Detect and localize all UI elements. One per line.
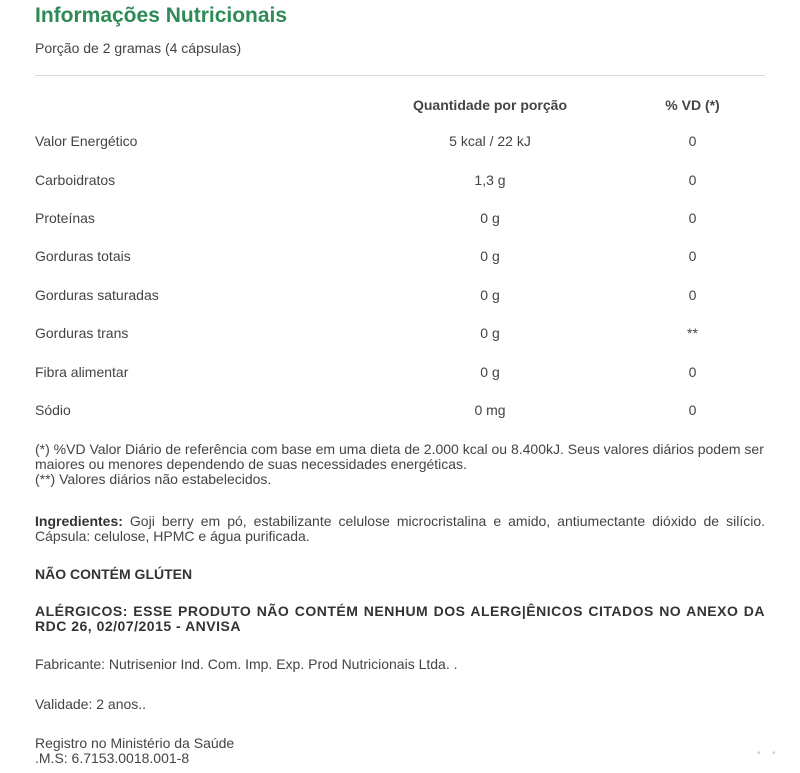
divider bbox=[35, 75, 765, 76]
manufacturer-info: Fabricante: Nutrisenior Ind. Com. Imp. Exp. Prod Nutricionais Ltda. . bbox=[35, 656, 458, 672]
table-row bbox=[35, 314, 765, 352]
nutrient-quantity: 1,3 g bbox=[474, 171, 506, 188]
nutrient-quantity: 0 g bbox=[480, 248, 500, 265]
nutrient-daily-value: ** bbox=[687, 325, 698, 342]
nutrient-daily-value: 0 bbox=[688, 286, 697, 303]
nutrient-daily-value: 0 bbox=[688, 363, 697, 380]
table-row bbox=[35, 391, 765, 429]
nutrition-table bbox=[35, 88, 765, 429]
nutrient-quantity: 0 g bbox=[480, 363, 500, 380]
registry-info bbox=[35, 736, 765, 766]
footnote-daily-value: (*) %VD Valor Diário de referência com base em uma dieta de 2.000 kcal ou 8.400kJ. Seus valores diários podem ser maiores ou menores dependendo de suas necessidades energéticas. bbox=[35, 441, 764, 472]
nutrient-name: Valor Energético bbox=[35, 133, 138, 150]
nutrient-name: Gorduras trans bbox=[35, 325, 129, 342]
registry-label: Registro no Ministério da Saúde bbox=[35, 735, 235, 751]
column-header-quantity: Quantidade por porção bbox=[412, 97, 567, 113]
table-row bbox=[35, 352, 765, 390]
nutrient-name: Carboidratos bbox=[35, 171, 116, 188]
decorative-dot: • bbox=[772, 748, 776, 759]
nutrient-name: Gorduras totais bbox=[35, 248, 131, 265]
gluten-notice: NÃO CONTÉM GLÚTEN bbox=[35, 566, 193, 582]
nutrient-name: Proteínas bbox=[35, 209, 95, 226]
nutrient-quantity: 0 mg bbox=[474, 401, 506, 418]
table-row bbox=[35, 122, 765, 160]
nutrient-quantity: 0 g bbox=[480, 209, 500, 226]
nutrient-name: Fibra alimentar bbox=[35, 363, 129, 380]
table-row bbox=[35, 276, 765, 314]
validity-info: Validade: 2 anos.. bbox=[35, 696, 147, 712]
nutrient-name: Gorduras saturadas bbox=[35, 286, 159, 303]
nutrient-daily-value: 0 bbox=[688, 401, 697, 418]
nutrient-name: Sódio bbox=[35, 401, 71, 418]
footnotes bbox=[35, 442, 765, 487]
nutrient-quantity: 0 g bbox=[480, 286, 500, 303]
ingredients-section bbox=[35, 514, 765, 544]
table-header-row bbox=[35, 88, 765, 122]
column-header-daily-value: % VD (*) bbox=[665, 97, 720, 113]
nutrient-quantity: 0 g bbox=[480, 325, 500, 342]
registry-number: .M.S: 6.7153.0018.001-8 bbox=[35, 750, 190, 766]
table-row bbox=[35, 160, 765, 198]
allergen-notice: ALÉRGICOS: ESSE PRODUTO NÃO CONTÉM NENHUM DOS ALERG|ÊNICOS CITADOS NO ANEXO DA RDC 26, 02/07/2015 - ANVISA bbox=[35, 603, 765, 634]
ingredients-text: Goji berry em pó, estabilizante celulose microcristalina e amido, antiumectante dióxido de silício. Cápsula: celulose, HPMC e água purificada. bbox=[35, 513, 765, 544]
decorative-dot: • bbox=[757, 748, 761, 759]
page-title: Informações Nutricionais bbox=[35, 4, 288, 27]
ingredients-label: Ingredientes: bbox=[35, 513, 123, 529]
nutrient-quantity: 5 kcal / 22 kJ bbox=[449, 133, 531, 150]
nutrient-daily-value: 0 bbox=[688, 248, 697, 265]
portion-size: Porção de 2 gramas (4 cápsulas) bbox=[35, 40, 242, 56]
column-header-nutrient bbox=[35, 88, 360, 122]
footnote-not-established: (**) Valores diários não estabelecidos. bbox=[35, 471, 272, 487]
nutrient-daily-value: 0 bbox=[688, 133, 697, 150]
table-row bbox=[35, 199, 765, 237]
nutrient-daily-value: 0 bbox=[688, 171, 697, 188]
nutrient-daily-value: 0 bbox=[688, 209, 697, 226]
table-row bbox=[35, 237, 765, 275]
